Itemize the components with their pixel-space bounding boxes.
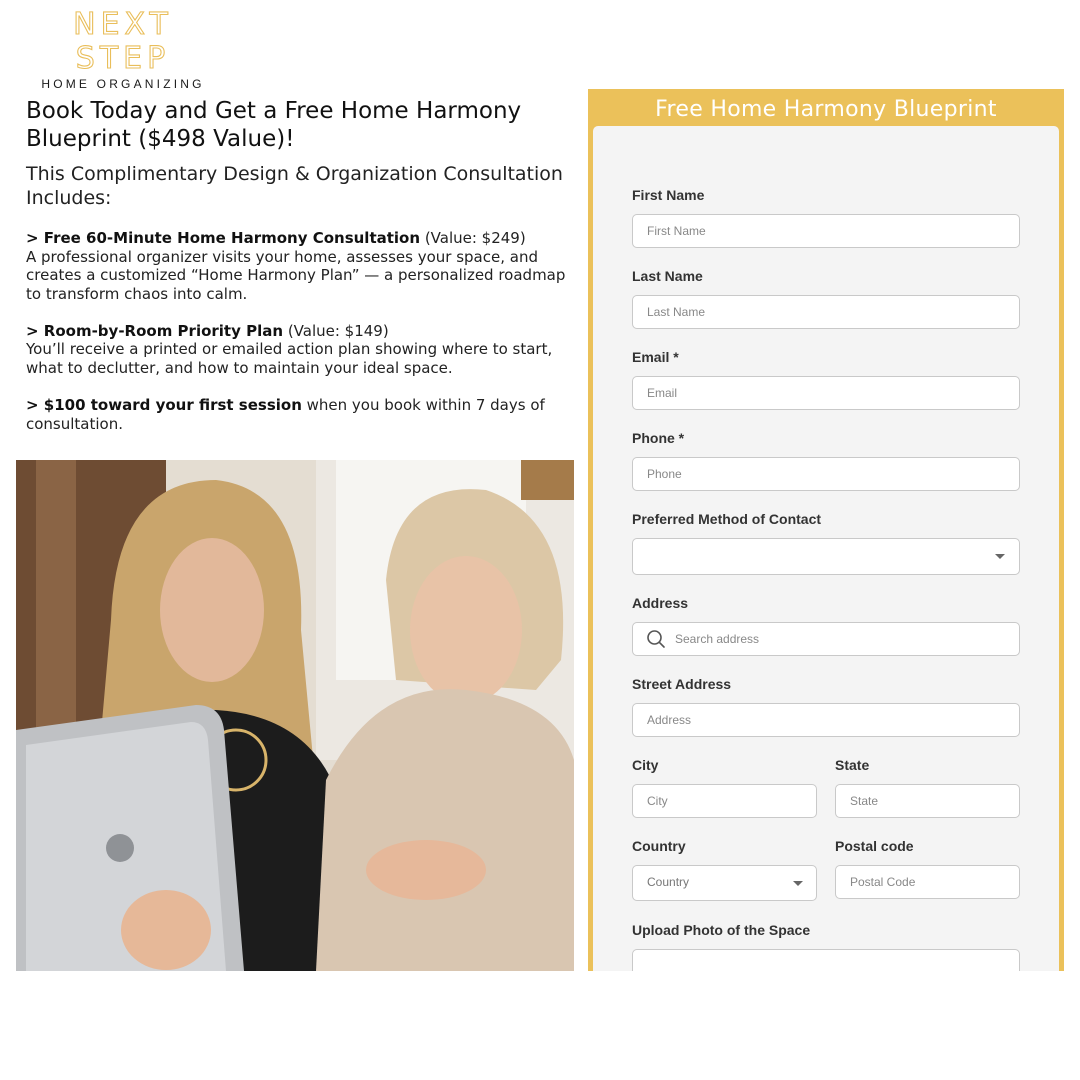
upload-photo-label: Upload Photo of the Space	[632, 922, 811, 938]
postal-code-label: Postal code	[835, 838, 914, 854]
state-input[interactable]	[835, 784, 1020, 818]
state-label: State	[835, 757, 870, 773]
form-title: Free Home Harmony Blueprint	[655, 97, 997, 122]
promo-headline: Book Today and Get a Free Home Harmony Blueprint ($498 Value)!	[26, 98, 522, 152]
phone-input[interactable]	[632, 457, 1020, 491]
address-search-input[interactable]	[632, 622, 1020, 656]
first-name-input[interactable]	[632, 214, 1020, 248]
offer-priority-plan	[26, 322, 571, 378]
offer-value: (Value: $149)	[283, 321, 389, 340]
offer-title: > $100 toward your first session	[26, 396, 302, 415]
brand-logo	[20, 8, 226, 91]
logo-wordmark: NEXT STEP	[73, 7, 173, 76]
hero-photo-illustration	[16, 460, 574, 971]
chevron-down-icon	[995, 554, 1005, 559]
hero-photo	[16, 460, 574, 971]
offer-description: You’ll receive a printed or emailed action plan showing where to start, what to declutter, and how to maintain your ideal space.	[26, 340, 553, 378]
form-body	[593, 126, 1059, 971]
country-select[interactable]: Country	[632, 865, 817, 901]
city-label: City	[632, 757, 659, 773]
offer-session-credit	[26, 396, 571, 433]
city-input[interactable]	[632, 784, 817, 818]
street-address-input[interactable]	[632, 703, 1020, 737]
offer-title: > Room-by-Room Priority Plan	[26, 321, 284, 340]
chevron-down-icon	[793, 881, 803, 886]
email-input[interactable]	[632, 376, 1020, 410]
search-icon	[646, 629, 666, 649]
offer-title: > Free 60-Minute Home Harmony Consultation	[26, 229, 421, 247]
contact-method-label: Preferred Method of Contact	[632, 511, 822, 527]
contact-method-select[interactable]	[632, 538, 1020, 575]
last-name-label: Last Name	[632, 268, 703, 284]
offer-value: (Value: $249)	[420, 229, 526, 247]
email-label: Email *	[632, 349, 679, 365]
postal-code-input[interactable]	[835, 865, 1020, 899]
first-name-label: First Name	[632, 187, 705, 203]
offer-list	[26, 229, 571, 452]
phone-label: Phone *	[632, 430, 685, 446]
offer-consultation	[26, 229, 571, 303]
logo-tagline: HOME ORGANIZING	[41, 77, 205, 91]
country-label: Country	[632, 838, 686, 854]
upload-photo-dropzone[interactable]	[632, 949, 1020, 971]
promo-subheading: This Complimentary Design & Organization Consultation Includes:	[26, 163, 563, 209]
offer-value: when you book within 7 days of consultation.	[26, 396, 545, 433]
street-address-label: Street Address	[632, 676, 732, 692]
offer-description: A professional organizer visits your home, assesses your space, and creates a customized “Home Harmony Plan” — a personalized roadmap to transform chaos into calm.	[26, 247, 566, 303]
last-name-input[interactable]	[632, 295, 1020, 329]
address-label: Address	[632, 595, 689, 611]
blueprint-form-card	[588, 89, 1064, 971]
